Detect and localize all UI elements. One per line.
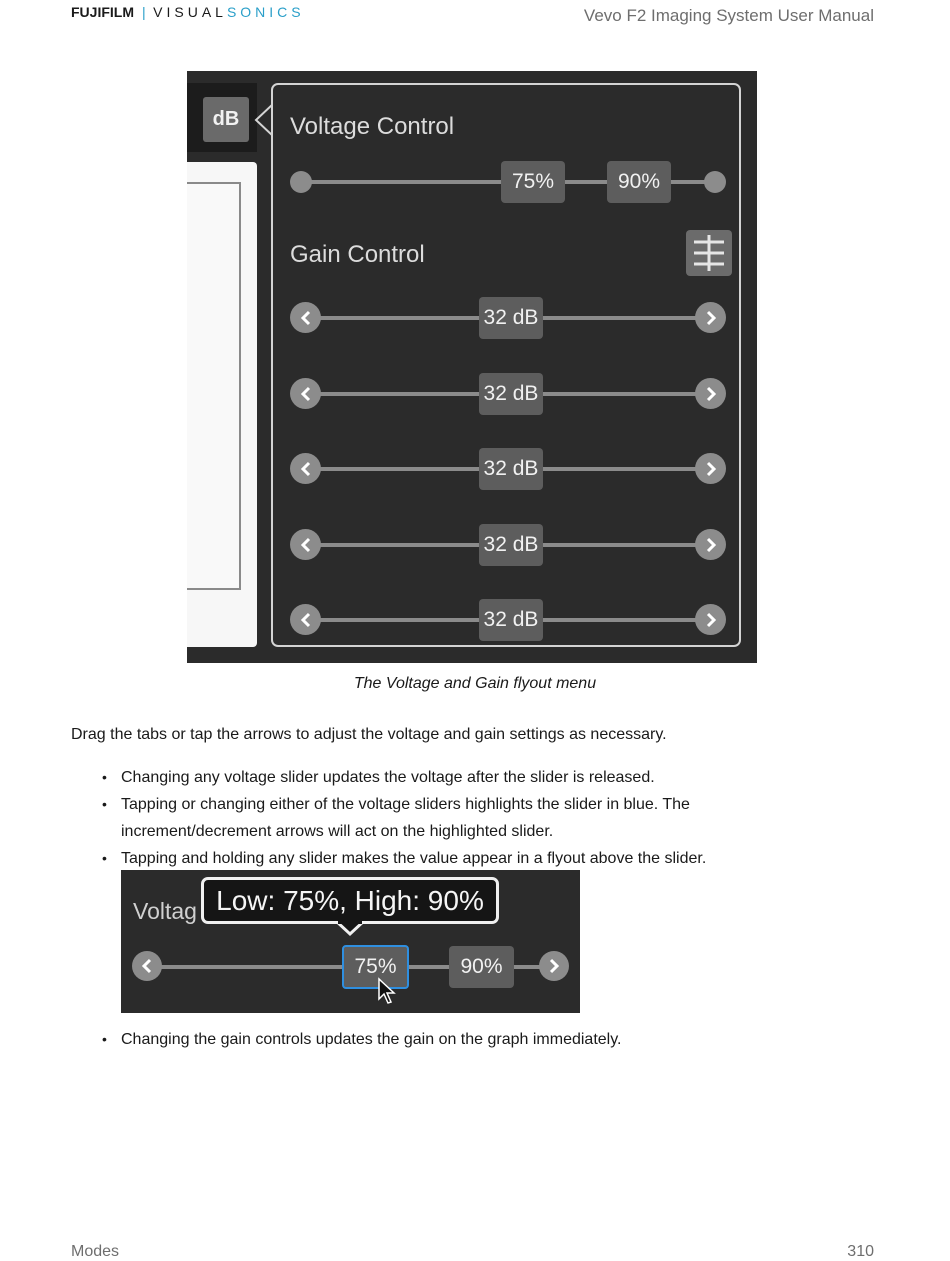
voltage-control-title: Voltage Control (290, 113, 455, 140)
gain-increment-button[interactable] (695, 529, 726, 560)
chevron-right-icon (546, 958, 562, 974)
gain-value-handle[interactable]: 32 dB (479, 599, 543, 641)
voltage-gain-flyout-screenshot (187, 71, 757, 663)
bullet-item: • Tapping or changing either of the voltage sliders highlights the slider in blue. The increment/decrement arrows will act on the highlighted slider. (71, 791, 831, 845)
voltage-low-handle-selected[interactable]: 75% (342, 945, 409, 989)
figure1-caption: The Voltage and Gain flyout menu (353, 675, 597, 692)
voltage-label-partial: Voltag (133, 898, 197, 924)
gain-value-handle[interactable]: 32 dB (479, 524, 543, 566)
chevron-left-icon (298, 612, 314, 628)
logo-brand: FUJIFILM (71, 4, 134, 20)
gain-increment-button[interactable] (695, 302, 726, 333)
gain-increment-button[interactable] (695, 378, 726, 409)
gain-increment-button[interactable] (695, 604, 726, 635)
chevron-right-icon (703, 537, 719, 553)
voltage-high-handle[interactable]: 90% (449, 946, 514, 988)
gain-increment-button[interactable] (695, 453, 726, 484)
gain-slider[interactable] (290, 378, 726, 410)
chevron-right-icon (703, 612, 719, 628)
voltage-range-slider[interactable] (290, 170, 726, 194)
tooltip-pointer (336, 921, 364, 937)
logo-separator: | (142, 4, 147, 20)
gain-control-title: Gain Control (290, 241, 425, 268)
bullet-item: • Changing any voltage slider updates the voltage after the slider is released. (71, 764, 831, 791)
db-button[interactable]: dB (203, 97, 249, 142)
graph-area-panel (187, 162, 257, 647)
chevron-left-icon (139, 958, 155, 974)
decrement-arrow-button[interactable] (132, 951, 162, 981)
voltage-slider-min-knob (290, 171, 312, 193)
fujifilm-visualsonics-logo (71, 4, 305, 20)
graph-area-frame (187, 182, 241, 590)
sliders-icon (686, 230, 732, 276)
page-number: 310 (847, 1243, 874, 1260)
gain-value-handle[interactable]: 32 dB (479, 448, 543, 490)
logo-product-part2: SONICS (226, 4, 305, 20)
logo-product-part1: VISUAL (153, 4, 227, 20)
gain-decrement-button[interactable] (290, 453, 321, 484)
manual-title: Vevo F2 Imaging System User Manual (583, 6, 874, 25)
increment-arrow-button[interactable] (539, 951, 569, 981)
gain-slider[interactable] (290, 302, 726, 334)
chevron-right-icon (703, 310, 719, 326)
gain-decrement-button[interactable] (290, 604, 321, 635)
bullet-list-2 (71, 1026, 831, 1053)
gain-value-handle[interactable]: 32 dB (479, 373, 543, 415)
gain-decrement-button[interactable] (290, 378, 321, 409)
voltage-slider-max-knob (704, 171, 726, 193)
voltage-tooltip-screenshot (121, 870, 580, 1013)
voltage-high-handle[interactable]: 90% (607, 161, 671, 203)
chevron-right-icon (703, 461, 719, 477)
chevron-left-icon (298, 386, 314, 402)
mouse-cursor-icon (377, 977, 397, 1005)
chevron-left-icon (298, 310, 314, 326)
footer-section: Modes (71, 1243, 120, 1260)
bullet-item: • Changing the gain controls updates the gain on the graph immediately. (71, 1026, 831, 1053)
gain-slider[interactable] (290, 453, 726, 485)
bullet-list (71, 764, 831, 872)
voltage-tooltip: Low: 75%, High: 90% (201, 877, 499, 924)
gain-slider[interactable] (290, 529, 726, 561)
gain-decrement-button[interactable] (290, 529, 321, 560)
gain-settings-button[interactable] (686, 230, 732, 276)
voltage-gain-flyout (271, 83, 741, 647)
chevron-right-icon (703, 386, 719, 402)
chevron-left-icon (298, 537, 314, 553)
gain-decrement-button[interactable] (290, 302, 321, 333)
intro-paragraph: Drag the tabs or tap the arrows to adjust the voltage and gain settings as necessary. (71, 726, 667, 743)
bullet-item: • Tapping and holding any slider makes the value appear in a flyout above the slider. (71, 845, 831, 872)
chevron-left-icon (298, 461, 314, 477)
voltage-low-handle[interactable]: 75% (501, 161, 565, 203)
gain-slider[interactable] (290, 604, 726, 636)
gain-value-handle[interactable]: 32 dB (479, 297, 543, 339)
